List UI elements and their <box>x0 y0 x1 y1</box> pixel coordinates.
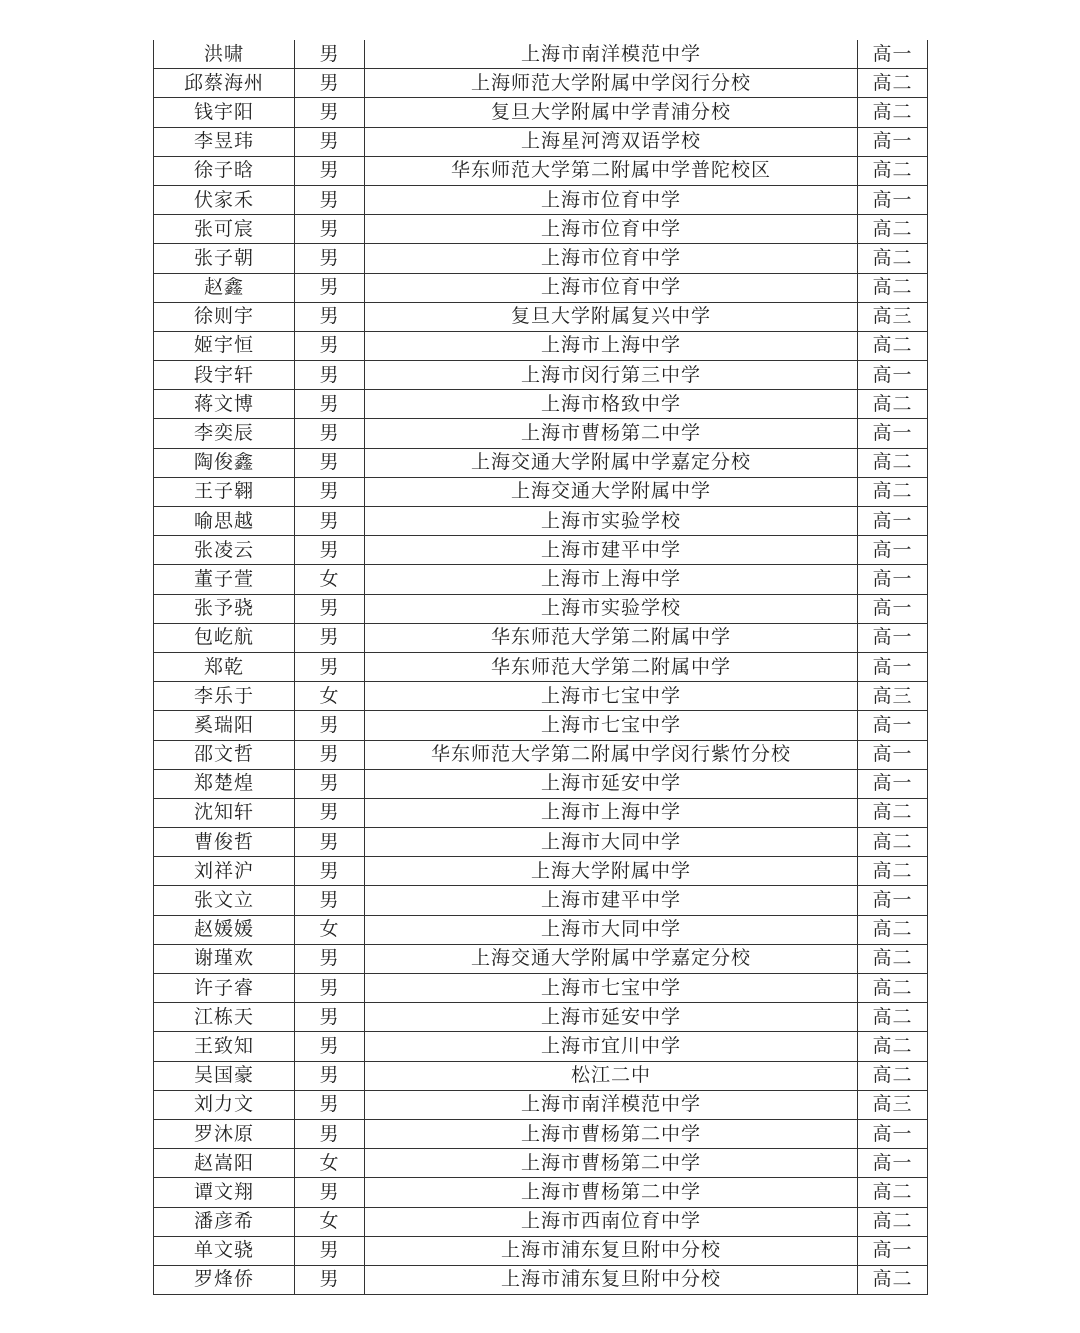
student-name-cell: 张予骁 <box>154 594 295 623</box>
gender-cell: 男 <box>295 1178 365 1207</box>
table-row <box>154 69 928 98</box>
table-row <box>154 1032 928 1061</box>
school-cell: 复旦大学附属复兴中学 <box>365 302 858 331</box>
roster-document <box>153 40 927 1295</box>
grade-cell: 高二 <box>858 974 928 1003</box>
student-name-cell: 赵鑫 <box>154 273 295 302</box>
gender-cell: 女 <box>295 1149 365 1178</box>
student-name-cell: 罗沐原 <box>154 1119 295 1148</box>
gender-cell: 男 <box>295 740 365 769</box>
student-name-cell: 段宇轩 <box>154 361 295 390</box>
grade-cell: 高二 <box>858 944 928 973</box>
grade-cell: 高一 <box>858 361 928 390</box>
table-row <box>154 594 928 623</box>
table-row <box>154 273 928 302</box>
table-row <box>154 652 928 681</box>
gender-cell: 女 <box>295 1207 365 1236</box>
school-cell: 上海市延安中学 <box>365 1003 858 1032</box>
table-row <box>154 682 928 711</box>
grade-cell: 高一 <box>858 1149 928 1178</box>
gender-cell: 男 <box>295 215 365 244</box>
student-name-cell: 吴国豪 <box>154 1061 295 1090</box>
grade-cell: 高三 <box>858 1090 928 1119</box>
student-name-cell: 潘彦希 <box>154 1207 295 1236</box>
school-cell: 松江二中 <box>365 1061 858 1090</box>
student-name-cell: 蒋文博 <box>154 390 295 419</box>
school-cell: 上海市浦东复旦附中分校 <box>365 1265 858 1294</box>
grade-cell: 高二 <box>858 1003 928 1032</box>
table-row <box>154 1178 928 1207</box>
grade-cell: 高一 <box>858 740 928 769</box>
school-cell: 华东师范大学第二附属中学 <box>365 623 858 652</box>
grade-cell: 高一 <box>858 769 928 798</box>
gender-cell: 男 <box>295 798 365 827</box>
grade-cell: 高一 <box>858 711 928 740</box>
gender-cell: 男 <box>295 1090 365 1119</box>
school-cell: 上海大学附属中学 <box>365 857 858 886</box>
table-row <box>154 244 928 273</box>
gender-cell: 男 <box>295 1119 365 1148</box>
school-cell: 上海市上海中学 <box>365 331 858 360</box>
student-name-cell: 沈知轩 <box>154 798 295 827</box>
table-row <box>154 331 928 360</box>
school-cell: 上海市南洋模范中学 <box>365 40 858 69</box>
grade-cell: 高二 <box>858 390 928 419</box>
gender-cell: 男 <box>295 623 365 652</box>
gender-cell: 男 <box>295 390 365 419</box>
roster-table-body <box>154 40 928 1295</box>
gender-cell: 男 <box>295 857 365 886</box>
table-row <box>154 448 928 477</box>
gender-cell: 男 <box>295 1032 365 1061</box>
table-row <box>154 1236 928 1265</box>
student-name-cell: 张文立 <box>154 886 295 915</box>
gender-cell: 男 <box>295 1061 365 1090</box>
gender-cell: 男 <box>295 1236 365 1265</box>
grade-cell: 高三 <box>858 682 928 711</box>
student-name-cell: 江栋天 <box>154 1003 295 1032</box>
gender-cell: 男 <box>295 244 365 273</box>
gender-cell: 男 <box>295 331 365 360</box>
table-row <box>154 1207 928 1236</box>
grade-cell: 高一 <box>858 40 928 69</box>
table-row <box>154 740 928 769</box>
student-name-cell: 刘祥沪 <box>154 857 295 886</box>
table-row <box>154 974 928 1003</box>
student-name-cell: 郑楚煌 <box>154 769 295 798</box>
student-name-cell: 徐则宇 <box>154 302 295 331</box>
school-cell: 上海市实验学校 <box>365 507 858 536</box>
gender-cell: 男 <box>295 419 365 448</box>
table-row <box>154 886 928 915</box>
gender-cell: 男 <box>295 273 365 302</box>
student-name-cell: 邵文哲 <box>154 740 295 769</box>
student-name-cell: 王致知 <box>154 1032 295 1061</box>
student-name-cell: 姬宇恒 <box>154 331 295 360</box>
grade-cell: 高二 <box>858 1178 928 1207</box>
table-row <box>154 477 928 506</box>
student-name-cell: 曹俊哲 <box>154 828 295 857</box>
gender-cell: 男 <box>295 185 365 214</box>
grade-cell: 高一 <box>858 565 928 594</box>
student-name-cell: 陶俊鑫 <box>154 448 295 477</box>
school-cell: 上海市大同中学 <box>365 915 858 944</box>
gender-cell: 女 <box>295 682 365 711</box>
table-row <box>154 623 928 652</box>
school-cell: 复旦大学附属中学青浦分校 <box>365 98 858 127</box>
school-cell: 上海市七宝中学 <box>365 682 858 711</box>
table-row <box>154 1265 928 1294</box>
table-row <box>154 215 928 244</box>
school-cell: 上海市宜川中学 <box>365 1032 858 1061</box>
grade-cell: 高二 <box>858 798 928 827</box>
school-cell: 上海市曹杨第二中学 <box>365 419 858 448</box>
grade-cell: 高二 <box>858 1061 928 1090</box>
gender-cell: 男 <box>295 536 365 565</box>
table-row <box>154 828 928 857</box>
grade-cell: 高三 <box>858 302 928 331</box>
gender-cell: 男 <box>295 769 365 798</box>
student-name-cell: 奚瑞阳 <box>154 711 295 740</box>
student-name-cell: 张子朝 <box>154 244 295 273</box>
grade-cell: 高二 <box>858 1207 928 1236</box>
school-cell: 上海市七宝中学 <box>365 711 858 740</box>
gender-cell: 男 <box>295 652 365 681</box>
gender-cell: 女 <box>295 565 365 594</box>
school-cell: 上海市七宝中学 <box>365 974 858 1003</box>
student-name-cell: 徐子晗 <box>154 156 295 185</box>
gender-cell: 男 <box>295 594 365 623</box>
student-name-cell: 李乐于 <box>154 682 295 711</box>
table-row <box>154 915 928 944</box>
student-name-cell: 许子睿 <box>154 974 295 1003</box>
school-cell: 上海市西南位育中学 <box>365 1207 858 1236</box>
grade-cell: 高二 <box>858 477 928 506</box>
student-roster-table <box>153 40 928 1295</box>
table-row <box>154 798 928 827</box>
grade-cell: 高二 <box>858 828 928 857</box>
school-cell: 上海师范大学附属中学闵行分校 <box>365 69 858 98</box>
grade-cell: 高二 <box>858 215 928 244</box>
school-cell: 上海市曹杨第二中学 <box>365 1149 858 1178</box>
table-row <box>154 536 928 565</box>
grade-cell: 高二 <box>858 244 928 273</box>
school-cell: 上海市曹杨第二中学 <box>365 1119 858 1148</box>
gender-cell: 男 <box>295 974 365 1003</box>
table-row <box>154 769 928 798</box>
student-name-cell: 谭文翔 <box>154 1178 295 1207</box>
table-row <box>154 1090 928 1119</box>
table-row <box>154 1119 928 1148</box>
student-name-cell: 谢瑾欢 <box>154 944 295 973</box>
table-row <box>154 857 928 886</box>
gender-cell: 男 <box>295 302 365 331</box>
school-cell: 上海市建平中学 <box>365 536 858 565</box>
gender-cell: 男 <box>295 1003 365 1032</box>
student-name-cell: 董子萱 <box>154 565 295 594</box>
student-name-cell: 包屹航 <box>154 623 295 652</box>
table-row <box>154 565 928 594</box>
grade-cell: 高二 <box>858 448 928 477</box>
school-cell: 上海市上海中学 <box>365 565 858 594</box>
table-row <box>154 390 928 419</box>
grade-cell: 高一 <box>858 507 928 536</box>
school-cell: 上海交通大学附属中学嘉定分校 <box>365 448 858 477</box>
grade-cell: 高二 <box>858 857 928 886</box>
grade-cell: 高一 <box>858 127 928 156</box>
school-cell: 上海市闵行第三中学 <box>365 361 858 390</box>
school-cell: 华东师范大学第二附属中学普陀校区 <box>365 156 858 185</box>
student-name-cell: 洪啸 <box>154 40 295 69</box>
grade-cell: 高一 <box>858 419 928 448</box>
table-row <box>154 1061 928 1090</box>
grade-cell: 高一 <box>858 623 928 652</box>
gender-cell: 男 <box>295 127 365 156</box>
gender-cell: 男 <box>295 477 365 506</box>
school-cell: 上海市实验学校 <box>365 594 858 623</box>
student-name-cell: 赵媛媛 <box>154 915 295 944</box>
grade-cell: 高一 <box>858 185 928 214</box>
table-row <box>154 711 928 740</box>
school-cell: 上海交通大学附属中学 <box>365 477 858 506</box>
gender-cell: 男 <box>295 361 365 390</box>
student-name-cell: 喻思越 <box>154 507 295 536</box>
grade-cell: 高一 <box>858 594 928 623</box>
gender-cell: 女 <box>295 915 365 944</box>
table-row <box>154 507 928 536</box>
grade-cell: 高二 <box>858 98 928 127</box>
grade-cell: 高二 <box>858 273 928 302</box>
gender-cell: 男 <box>295 711 365 740</box>
table-row <box>154 40 928 69</box>
grade-cell: 高一 <box>858 1119 928 1148</box>
grade-cell: 高二 <box>858 1032 928 1061</box>
school-cell: 上海市大同中学 <box>365 828 858 857</box>
gender-cell: 男 <box>295 98 365 127</box>
school-cell: 上海市浦东复旦附中分校 <box>365 1236 858 1265</box>
gender-cell: 男 <box>295 886 365 915</box>
school-cell: 上海市南洋模范中学 <box>365 1090 858 1119</box>
school-cell: 华东师范大学第二附属中学 <box>365 652 858 681</box>
gender-cell: 男 <box>295 69 365 98</box>
table-row <box>154 302 928 331</box>
table-row <box>154 1003 928 1032</box>
school-cell: 华东师范大学第二附属中学闵行紫竹分校 <box>365 740 858 769</box>
table-row <box>154 127 928 156</box>
school-cell: 上海交通大学附属中学嘉定分校 <box>365 944 858 973</box>
student-name-cell: 张凌云 <box>154 536 295 565</box>
school-cell: 上海市位育中学 <box>365 185 858 214</box>
gender-cell: 男 <box>295 828 365 857</box>
grade-cell: 高一 <box>858 1236 928 1265</box>
gender-cell: 男 <box>295 40 365 69</box>
student-name-cell: 赵嵩阳 <box>154 1149 295 1178</box>
student-name-cell: 郑乾 <box>154 652 295 681</box>
student-name-cell: 刘力文 <box>154 1090 295 1119</box>
table-row <box>154 156 928 185</box>
school-cell: 上海市位育中学 <box>365 273 858 302</box>
student-name-cell: 伏家禾 <box>154 185 295 214</box>
gender-cell: 男 <box>295 507 365 536</box>
grade-cell: 高一 <box>858 536 928 565</box>
school-cell: 上海市格致中学 <box>365 390 858 419</box>
table-row <box>154 419 928 448</box>
grade-cell: 高二 <box>858 156 928 185</box>
school-cell: 上海市曹杨第二中学 <box>365 1178 858 1207</box>
student-name-cell: 李昱玮 <box>154 127 295 156</box>
table-row <box>154 1149 928 1178</box>
student-name-cell: 李奕辰 <box>154 419 295 448</box>
student-name-cell: 钱宇阳 <box>154 98 295 127</box>
school-cell: 上海市延安中学 <box>365 769 858 798</box>
gender-cell: 男 <box>295 448 365 477</box>
student-name-cell: 王子翱 <box>154 477 295 506</box>
student-name-cell: 单文骁 <box>154 1236 295 1265</box>
grade-cell: 高二 <box>858 331 928 360</box>
student-name-cell: 张可宸 <box>154 215 295 244</box>
school-cell: 上海市上海中学 <box>365 798 858 827</box>
gender-cell: 男 <box>295 944 365 973</box>
student-name-cell: 罗烽侨 <box>154 1265 295 1294</box>
grade-cell: 高二 <box>858 69 928 98</box>
table-row <box>154 361 928 390</box>
table-row <box>154 98 928 127</box>
grade-cell: 高二 <box>858 915 928 944</box>
school-cell: 上海市建平中学 <box>365 886 858 915</box>
gender-cell: 男 <box>295 156 365 185</box>
student-name-cell: 邱蔡海州 <box>154 69 295 98</box>
grade-cell: 高一 <box>858 652 928 681</box>
table-row <box>154 944 928 973</box>
school-cell: 上海星河湾双语学校 <box>365 127 858 156</box>
school-cell: 上海市位育中学 <box>365 215 858 244</box>
grade-cell: 高二 <box>858 1265 928 1294</box>
table-row <box>154 185 928 214</box>
gender-cell: 男 <box>295 1265 365 1294</box>
school-cell: 上海市位育中学 <box>365 244 858 273</box>
grade-cell: 高一 <box>858 886 928 915</box>
